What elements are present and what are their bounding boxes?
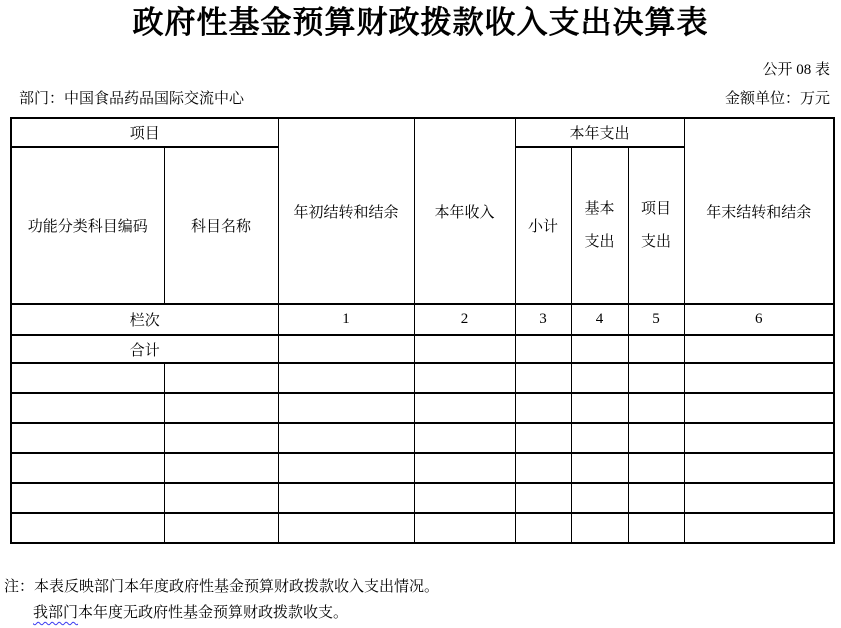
header-func-code: 功能分类科目编码 [11,147,164,304]
empty-cell [515,363,571,393]
empty-cell [684,393,834,423]
empty-cell [414,423,515,453]
empty-cell [278,363,414,393]
column-index-row [11,304,834,335]
empty-cell [571,453,628,483]
empty-cell [628,393,684,423]
unit-label: 金额单位：万元 [724,91,830,107]
header-project-expense-line1: 项目 [641,200,672,217]
empty-cell [628,363,684,393]
total-row [11,335,834,363]
empty-cell [515,453,571,483]
note-line-2-rest-text: 本年度无政府性基金预算财政拨款收支。 [78,605,349,621]
column-index-5: 5 [628,304,684,335]
empty-cell [11,483,164,513]
header-group-row [11,118,834,147]
form-code-label: 公开 08 表 [762,62,830,78]
note-line-2 [33,603,348,623]
empty-cell [11,513,164,543]
fund-budget-table [10,117,835,544]
header-subject-name: 科目名称 [164,147,278,304]
total-value-4 [571,335,628,363]
header-year-income: 本年收入 [414,118,515,304]
column-index-3: 3 [515,304,571,335]
empty-cell [164,393,278,423]
empty-cell [571,483,628,513]
empty-cell [684,483,834,513]
empty-cell [515,483,571,513]
column-index-label: 栏次 [11,304,278,335]
empty-cell [414,363,515,393]
header-year-expense-group: 本年支出 [515,118,684,147]
empty-cell [628,453,684,483]
empty-cell [571,423,628,453]
empty-cell [278,453,414,483]
empty-cell [628,513,684,543]
header-project-group: 项目 [11,118,278,147]
empty-cell [515,423,571,453]
total-value-3 [515,335,571,363]
column-index-2: 2 [414,304,515,335]
empty-cell [278,393,414,423]
empty-cell [684,363,834,393]
empty-cell [571,363,628,393]
note-line-1: 注：本表反映部门本年度政府性基金预算财政拨款收入支出情况。 [4,579,440,595]
empty-cell [11,363,164,393]
empty-cell [414,393,515,423]
empty-row [11,423,834,453]
page-title: 政府性基金预算财政拨款收入支出决算表 [132,5,709,40]
header-project-expense-line2: 支出 [641,233,672,250]
empty-cell [571,393,628,423]
empty-cell [278,513,414,543]
empty-cell [414,483,515,513]
empty-cell [278,423,414,453]
empty-row [11,393,834,423]
total-value-5 [628,335,684,363]
empty-cell [164,363,278,393]
total-row-label: 合计 [11,335,278,363]
empty-cell [628,483,684,513]
empty-cell [515,513,571,543]
department-label: 部门：中国食品药品国际交流中心 [19,91,245,107]
empty-cell [684,453,834,483]
empty-cell [515,393,571,423]
header-basic-expense-line1: 基本 [584,200,615,217]
empty-cell [164,453,278,483]
column-index-1: 1 [278,304,414,335]
empty-cell [164,423,278,453]
header-end-balance: 年末结转和结余 [684,118,834,304]
empty-row [11,483,834,513]
empty-cell [164,483,278,513]
empty-cell [11,393,164,423]
empty-cell [11,423,164,453]
note-line-2-underlined-text: 我部门 [33,605,79,621]
header-basic-expense [571,147,628,304]
empty-cell [684,513,834,543]
empty-cell [684,423,834,453]
header-begin-balance: 年初结转和结余 [278,118,414,304]
empty-cell [164,513,278,543]
total-value-6 [684,335,834,363]
header-subtotal: 小计 [515,147,571,304]
total-value-1 [278,335,414,363]
empty-row [11,363,834,393]
empty-row [11,513,834,543]
header-project-expense [628,147,684,304]
column-index-6: 6 [684,304,834,335]
empty-cell [571,513,628,543]
empty-cell [278,483,414,513]
total-value-2 [414,335,515,363]
empty-row [11,453,834,483]
header-basic-expense-line2: 支出 [584,233,615,250]
empty-cell [628,423,684,453]
column-index-4: 4 [571,304,628,335]
empty-cell [414,453,515,483]
empty-cell [11,453,164,483]
empty-cell [414,513,515,543]
